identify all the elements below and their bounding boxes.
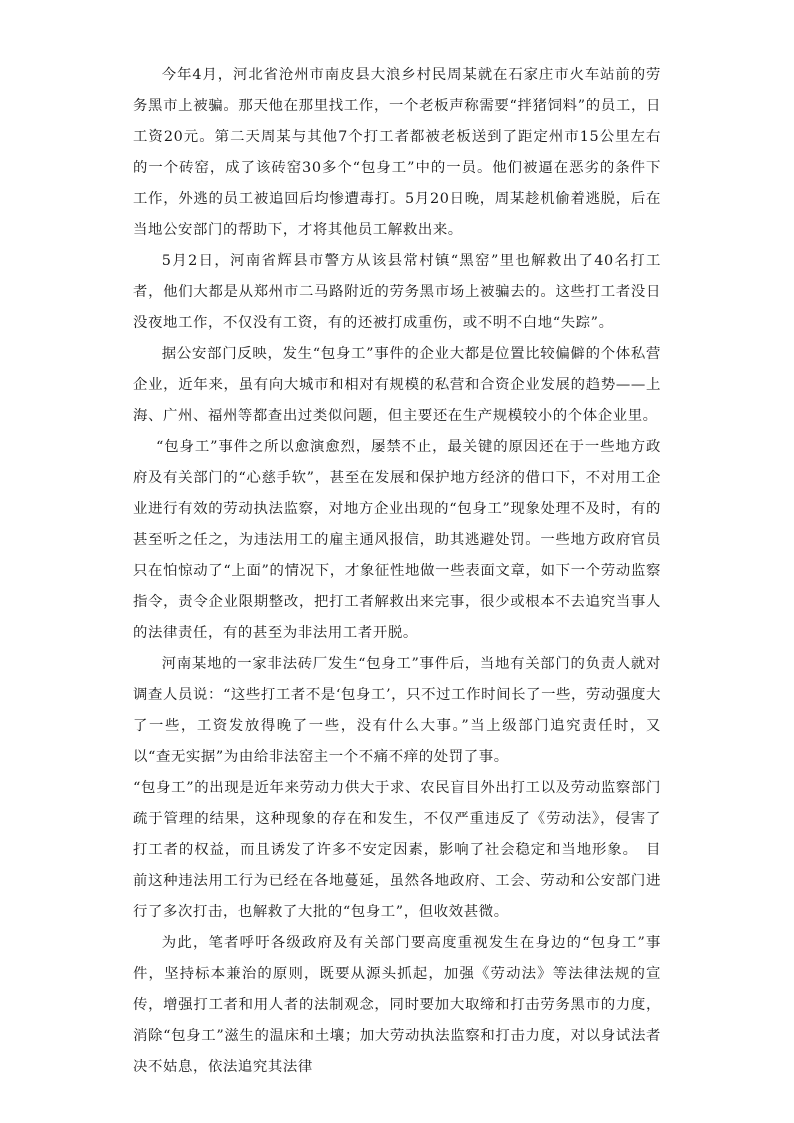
paragraph-6: “包身工”的出现是近年来劳动力供大于求、农民盲目外出打工以及劳动监察部门疏于管理的结果，这种现象的存在和发生，不仅严重违反了《劳动法》，侵害了打工者的权益，而且诱发了许多不安定因素，影响了社会稳定和当地形象。 目前这种违法用工行为已经在各地蔓延，虽然各地政府、工会、劳动和公安部门进行了多次打击，也解救了大批的“包身工”，但收效甚微。 bbox=[133, 780, 661, 920]
paragraph-3: 据公安部门反映，发生“包身工”事件的企业大都是位置比较偏僻的个体私营企业，近年来，虽有向大城市和相对有规模的私营和合资企业发展的趋势——上海、广州、福州等都查出过类似问题，但主要还在生产规模较小的个体企业里。 bbox=[133, 346, 661, 424]
paragraph-1: 今年4月，河北省沧州市南皮县大浪乡村民周某就在石家庄市火车站前的劳务黑市上被骗。那天他在那里找工作，一个老板声称需要“拌猪饲料”的员工，日工资20元。第二天周某与其他7个打工者都被老板送到了距定州市15公里左右的一个砖窑，成了该砖窑30多个“包身工”中的一员。他们被逼在恶劣的条件下工作，外逃的员工被追回后均惨遭毒打。5月20日晚，周某趁机偷着逃脱，后在当地公安部门的帮助下，才将其他员工解救出来。 bbox=[133, 67, 661, 238]
article-body bbox=[133, 60, 661, 1083]
paragraph-2: 5月2日，河南省辉县市警方从该县常村镇“黑窑”里也解救出了40名打工者，他们大都是从郑州市二马路附近的劳务黑市场上被骗去的。这些打工者没日没夜地工作，不仅没有工资，有的还被打成重伤，或不明不白地“失踪”。 bbox=[133, 253, 661, 331]
paragraph-7: 为此，笔者呼吁各级政府及有关部门要高度重视发生在身边的“包身工”事件，坚持标本兼治的原则，既要从源头抓起，加强《劳动法》等法律法规的宣传，增强打工者和用人者的法制观念，同时要加大取缔和打击劳务黑市的力度，消除“包身工”滋生的温床和土壤；加大劳动执法监察和打击力度，对以身试法者决不姑息，依法追究其法律 bbox=[133, 935, 661, 1075]
paragraph-5: 河南某地的一家非法砖厂发生“包身工”事件后，当地有关部门的负责人就对调查人员说：“这些打工者不是‘包身工’，只不过工作时间长了一些，劳动强度大了一些，工资发放得晚了一些，没有什么大事。”当上级部门追究责任时，又以“查无实据”为由给非法窑主一个不痛不痒的处罚了事。 bbox=[133, 656, 661, 765]
paragraph-4: “包身工”事件之所以愈演愈烈，屡禁不止，最关键的原因还在于一些地方政府及有关部门的“心慈手软”，甚至在发展和保护地方经济的借口下，不对用工企业进行有效的劳动执法监察，对地方企业出现的“包身工”现象处理不及时，有的甚至听之任之，为违法用工的雇主通风报信，助其逃避处罚。一些地方政府官员只在怕惊动了“上面”的情况下，才象征性地做一些表面文章，如下一个劳动监察指令，责令企业限期整改，把打工者解救出来完事，很少或根本不去追究当事人的法律责任，有的甚至为非法用工者开脱。 bbox=[133, 439, 661, 641]
